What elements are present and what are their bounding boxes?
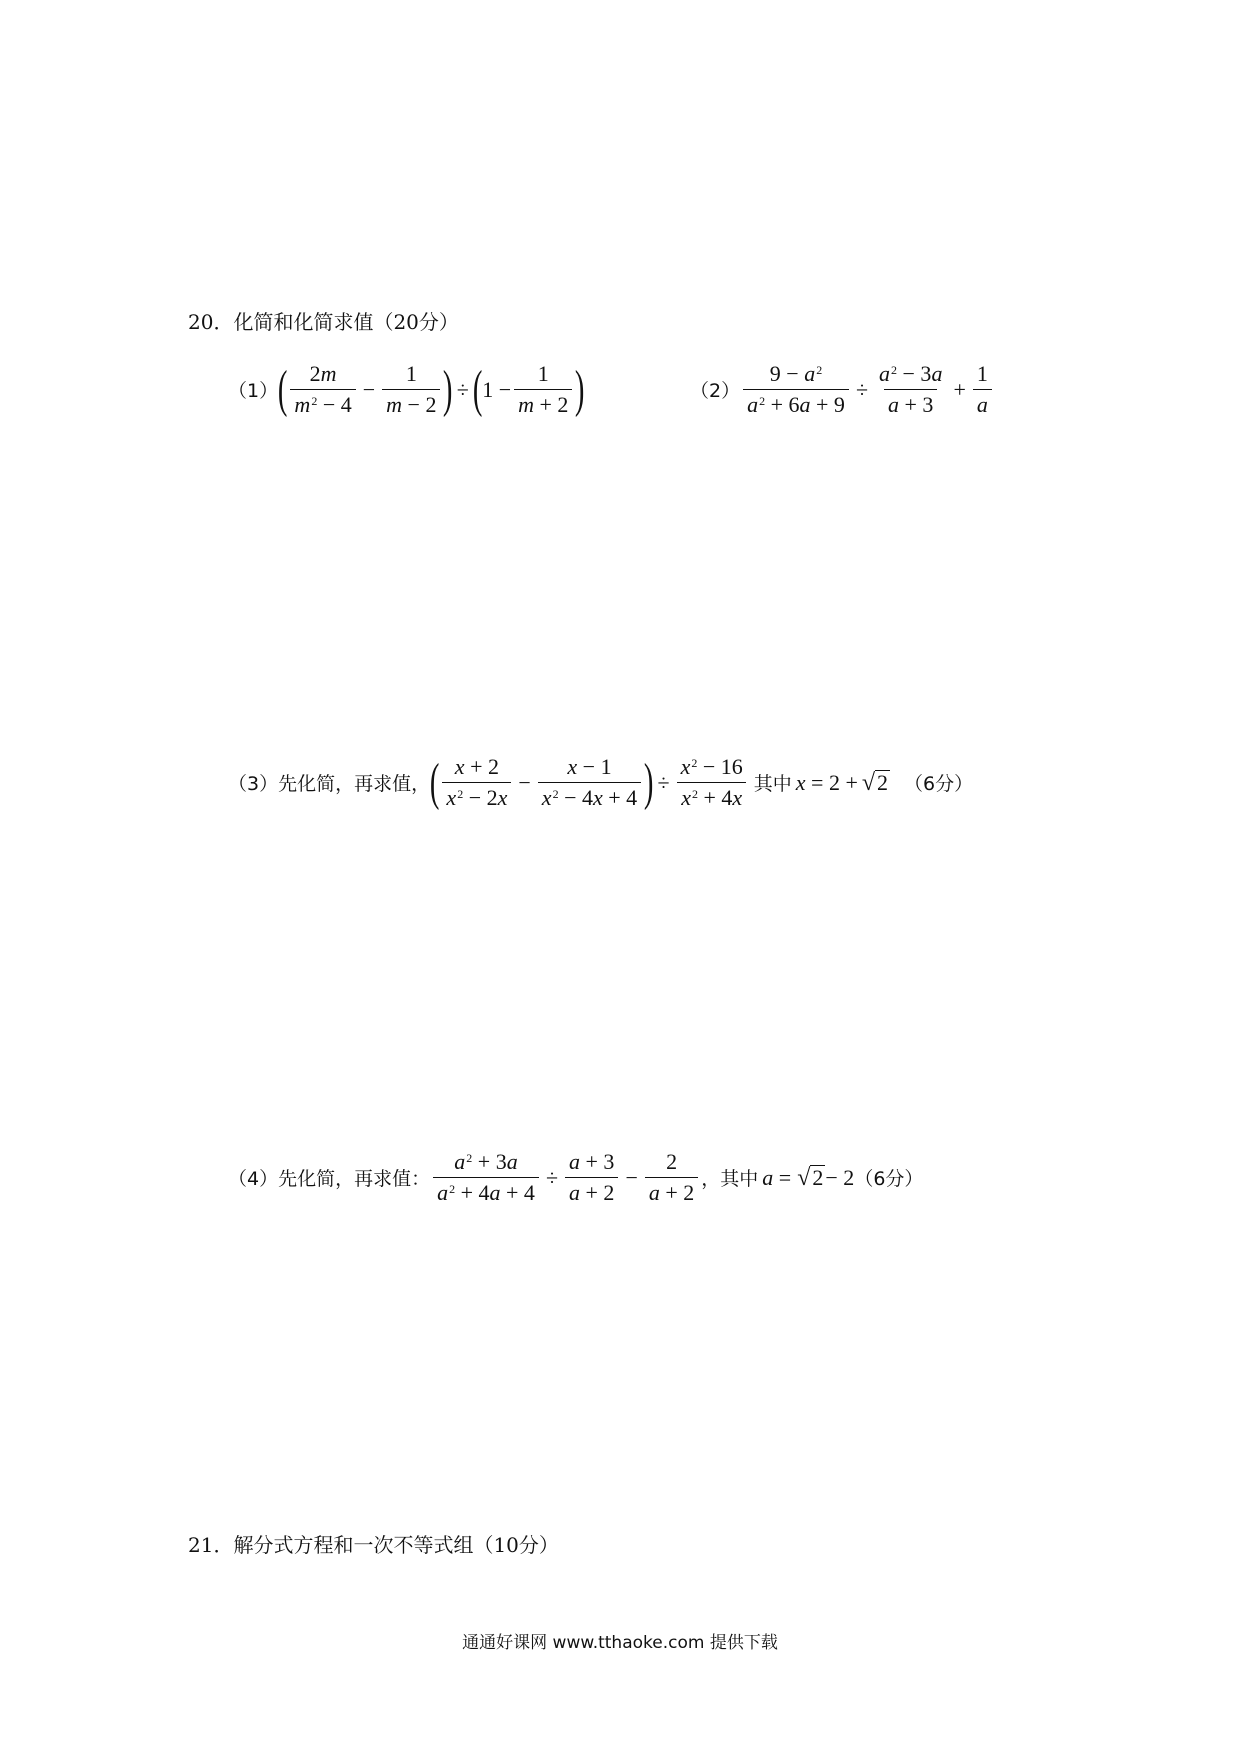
problem-4-points: （6分）: [854, 1168, 924, 1191]
fraction: $\frac{2m}{m^2 - 4}$: [290, 362, 355, 417]
problem-3-points: （6分）: [904, 773, 974, 796]
fraction: $\frac{a^2 - 3a}{a + 3}$: [879, 361, 943, 418]
fraction: $\frac{1}{m - 2}$: [382, 362, 440, 417]
fraction: $\frac{a^2 + 3a}{a^2 + 4a + 4}$: [433, 1150, 539, 1205]
sqrt-two: √ 2: [861, 770, 889, 797]
fraction: $\frac{1}{a}$: [973, 362, 992, 417]
problem-1-label: （1）: [228, 380, 279, 403]
problem-2-label: （2）: [690, 380, 741, 403]
fraction: $\frac{a + 3}{a + 2}$: [565, 1150, 618, 1205]
fraction: $\frac{1}{m + 2}$: [514, 362, 572, 417]
question-20-title: 20．化简和化简求值（20分）: [188, 310, 459, 334]
footer-text: 通通好课网 www.tthaoke.com 提供下载: [462, 1633, 778, 1653]
question-21-title: 21．解分式方程和一次不等式组（10分）: [188, 1533, 559, 1557]
fraction: $\frac{x^2 - 16}{x^2 + 4x}$: [677, 755, 747, 810]
problem-1: （1） ( $\frac{2m}{m^2 - 4}$ − $\frac{1}{m - 2}$ ) ÷ ( 1 − $\frac{1}{m + 2}$ ): [228, 360, 585, 418]
problem-4-label: （4）先化简，再求值：: [228, 1168, 431, 1191]
problem-3-label: （3）先化简，再求值，: [228, 773, 431, 796]
problem-2: （2） $\frac{9 - a^2}{a^2 + 6a + 9}$ ÷ $\frac{a^2 - 3a}{a + 3}$ + $\frac{1}{a}$: [690, 362, 995, 417]
problem-3-condition-prefix: 其中: [753, 773, 792, 796]
problem-4: （4）先化简，再求值： $\frac{a^2 + 3a}{a^2 + 4a + 4}$ ÷ $\frac{a + 3}{a + 2}$ − $\frac{2}{a + 2}$ ，其中 a = √ 2 − 2 （6分）: [228, 1149, 924, 1206]
fraction: $\frac{2}{a + 2}$: [645, 1150, 698, 1205]
fraction: $\frac{x - 1}{x^2 - 4x + 4}$: [538, 755, 641, 810]
problem-4-condition-prefix: ，其中: [701, 1168, 759, 1191]
sqrt-two: √ 2: [797, 1165, 824, 1192]
fraction: $\frac{9 - a^2}{a^2 + 6a + 9}$: [743, 362, 849, 417]
problem-3: （3）先化简，再求值， ( $\frac{x + 2}{x^2 - 2x}$ − $\frac{x - 1}{x^2 - 4x + 4}$ ) ÷ $\frac{x^2 - 16}{x^2 + 4x}$ 其中 x = 2 + √ 2 （6分）: [228, 753, 974, 811]
fraction: $\frac{x + 2}{x^2 - 2x}$: [442, 755, 511, 810]
